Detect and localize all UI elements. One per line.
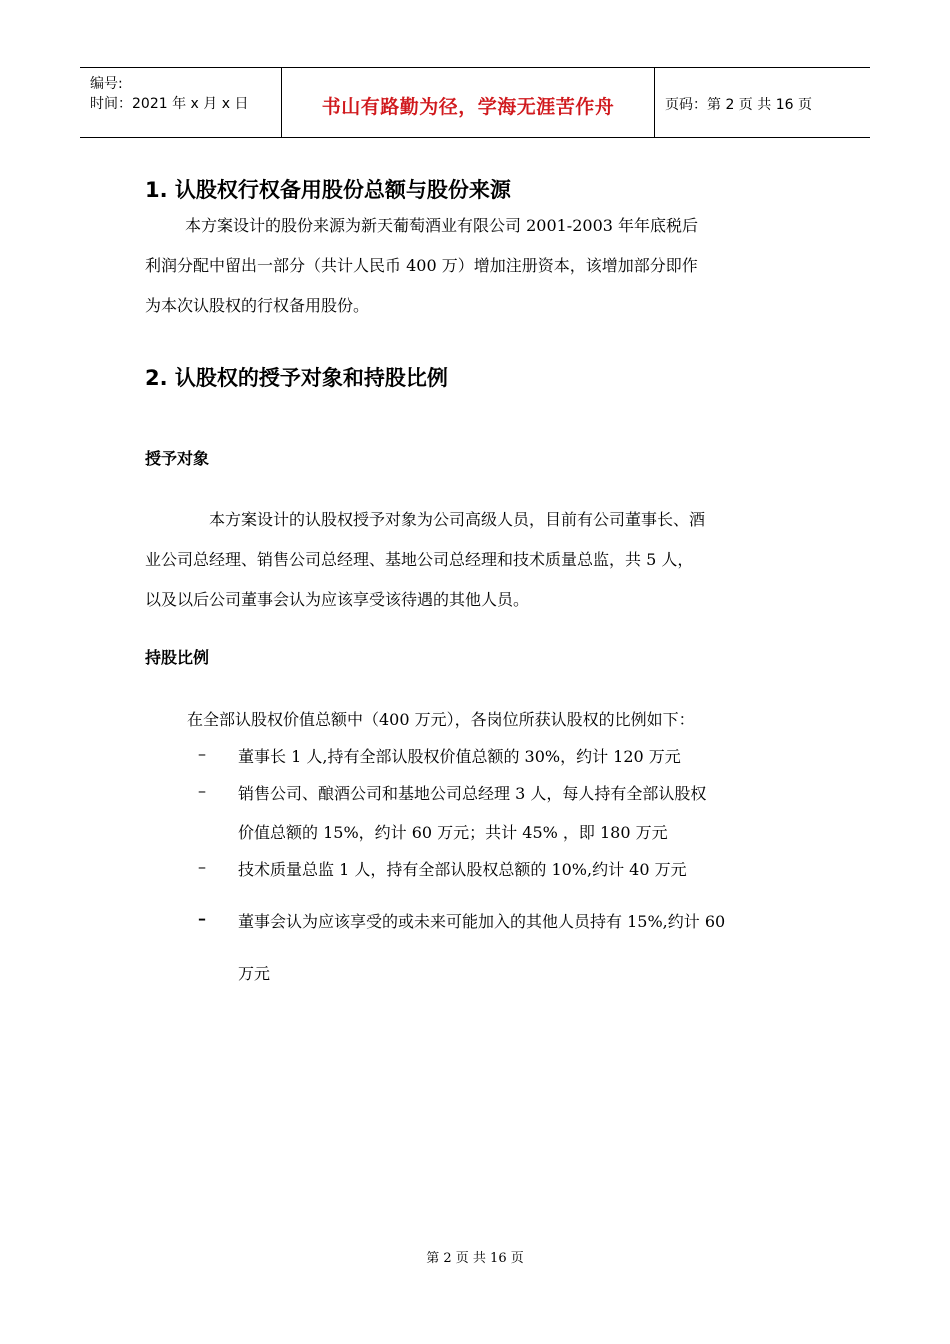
list-item-text: 技术质量总监 1 人，持有全部认股权总额的 10%,约计 40 万元 (238, 860, 687, 879)
paragraph-line: 业公司总经理、销售公司总经理、基地公司总经理和技术质量总监，共 5 人， (145, 550, 694, 569)
list-item-text: 万元 (238, 964, 271, 983)
grantees-heading: 授予对象 (145, 449, 210, 468)
ratio-intro: 在全部认股权价值总额中（400 万元），各岗位所获认股权的比例如下： (187, 710, 695, 729)
paragraph-line: 以及以后公司董事会认为应该享受该待遇的其他人员。 (145, 590, 530, 609)
header-table (80, 67, 870, 138)
header-motto-cell (281, 68, 655, 137)
header-page-info: 页码：第 2 页 共 16 页 (665, 97, 812, 113)
section-2-title: 2. 认股权的授予对象和持股比例 (145, 366, 448, 390)
header-motto: 书山有路勤为径，学海无涯苦作舟 (321, 96, 615, 118)
paragraph-line: 本方案设计的股份来源为新天葡萄酒业有限公司 2001-2003 年年底税后 (185, 216, 699, 235)
paragraph-line: 为本次认股权的行权备用股份。 (145, 296, 370, 315)
grantees-paragraph (145, 500, 810, 620)
paragraph-line: 利润分配中留出一部分（共计人民币 400 万）增加注册资本，该增加部分即作 (145, 256, 698, 275)
dash-bullet: – (198, 857, 206, 876)
list-item-text: 价值总额的 15%，约计 60 万元；共计 45% ，即 180 万元 (238, 823, 668, 842)
header-meta-cell (80, 68, 281, 137)
document-code-label: 编号: (90, 76, 123, 92)
dash-bullet: – (198, 909, 206, 928)
dash-bullet: – (198, 781, 206, 800)
ratio-heading: 持股比例 (145, 648, 210, 667)
list-item-text: 董事长 1 人,持有全部认股权价值总额的 30%，约计 120 万元 (238, 747, 681, 766)
document-date: 时间：2021 年 x 月 x 日 (90, 96, 249, 112)
page-footer: 第 2 页 共 16 页 (426, 1251, 524, 1266)
paragraph-line: 本方案设计的认股权授予对象为公司高级人员，目前有公司董事长、酒 (209, 510, 706, 529)
section-1-title: 1. 认股权行权备用股份总额与股份来源 (145, 178, 511, 202)
list-item-text: 董事会认为应该享受的或未来可能加入的其他人员持有 15%,约计 60 (238, 912, 726, 931)
dash-bullet: – (198, 744, 206, 763)
header-page-cell (655, 68, 870, 137)
list-item-text: 销售公司、酿酒公司和基地公司总经理 3 人，每人持有全部认股权 (238, 784, 707, 803)
section-1-paragraph (145, 206, 810, 326)
